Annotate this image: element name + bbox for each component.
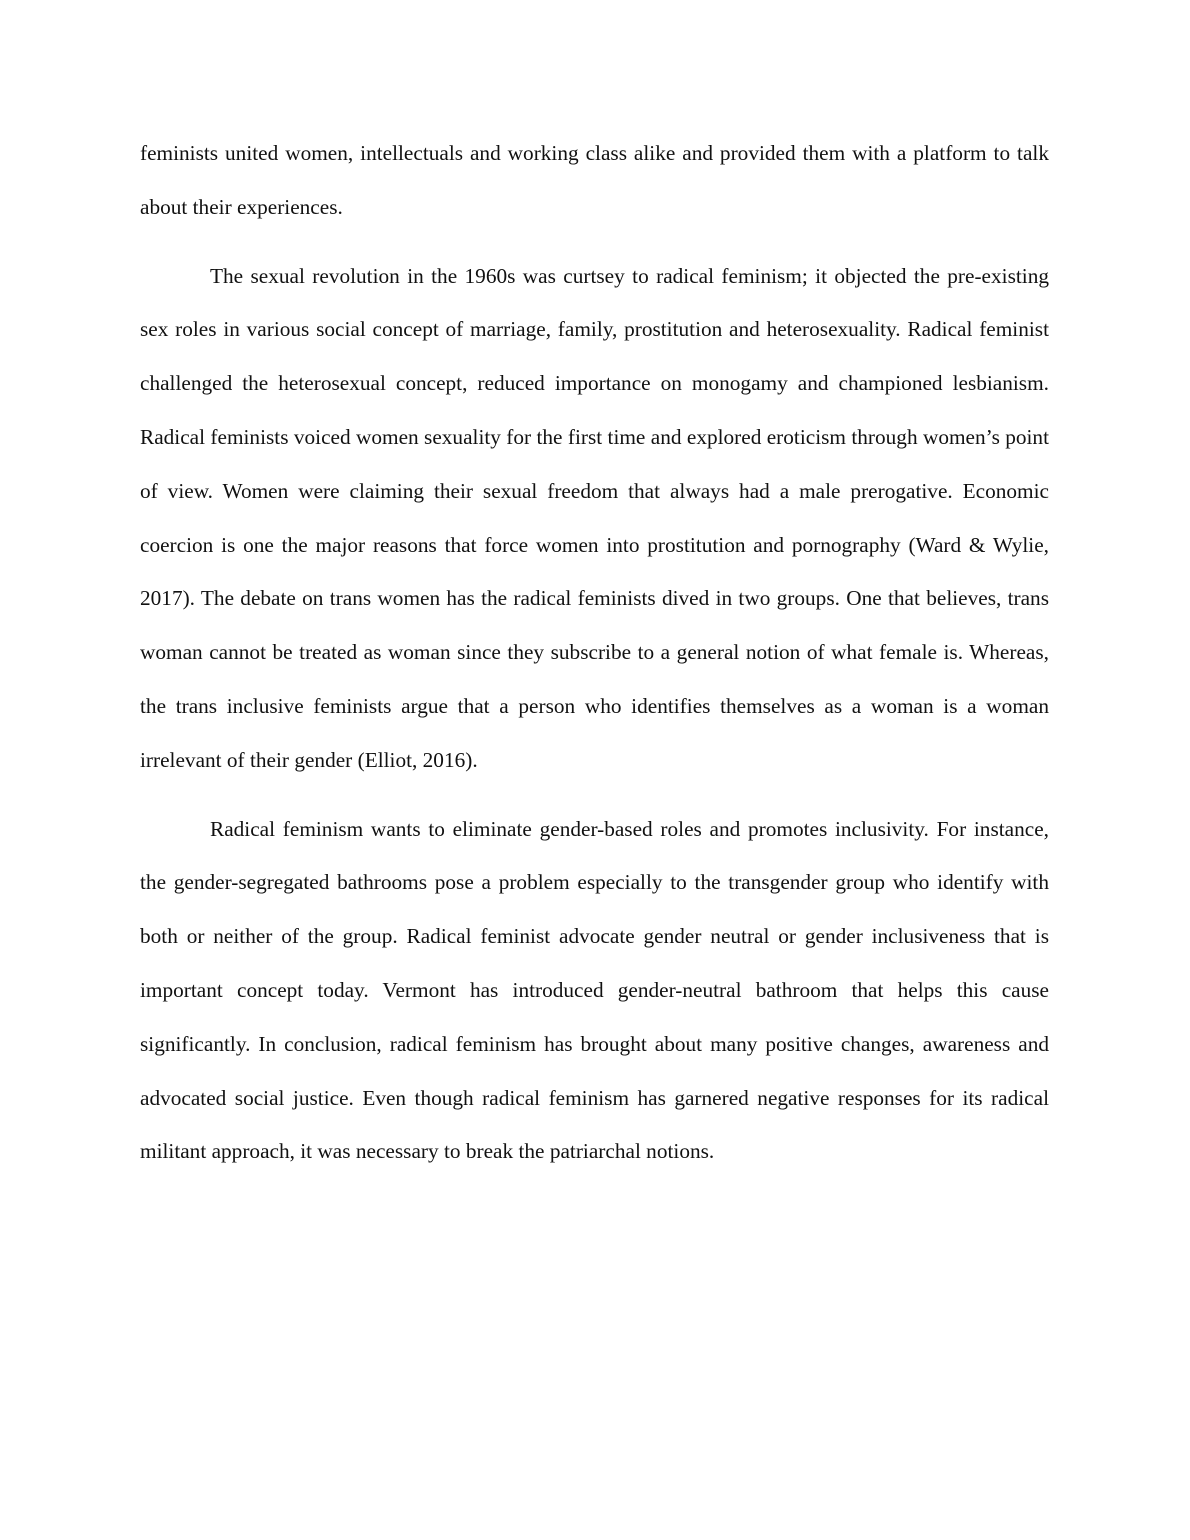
- paragraph-continuation: feminists united women, intellectuals and working class alike and provided them with a platform to talk about their experiences.: [140, 141, 1049, 219]
- document-body: [140, 127, 1049, 1194]
- paragraph-sexual-revolution: The sexual revolution in the 1960s was curtsey to radical feminism; it objected the pre-existing sex roles in various social concept of marriage, family, prostitution and heterosexuality. Radical feminist challenged the heterosexual concept, reduced importance on monogamy and championed lesbianism. Radical feminists voiced women sexuality for the first time and explored eroticism through women’s point of view. Women were claiming their sexual freedom that always had a male prerogative. Economic coercion is one the major reasons that force women into prostitution and pornography (Ward & Wylie, 2017). The debate on trans women has the radical feminists dived in two groups. One that believes, trans woman cannot be treated as woman since they subscribe to a general notion of what female is. Whereas, the trans inclusive feminists argue that a person who identifies themselves as a woman is a woman irrelevant of their gender (Elliot, 2016).: [140, 263, 1049, 772]
- paragraph-conclusion: Radical feminism wants to eliminate gender-based roles and promotes inclusivity. For instance, the gender-segregated bathrooms pose a problem especially to the transgender group who identify with both or neither of the group. Radical feminist advocate gender neutral or gender inclusiveness that is important concept today. Vermont has introduced gender-neutral bathroom that helps this cause significantly. In conclusion, radical feminism has brought about many positive changes, awareness and advocated social justice. Even though radical feminism has garnered negative responses for its radical militant approach, it was necessary to break the patriarchal notions.: [140, 816, 1049, 1164]
